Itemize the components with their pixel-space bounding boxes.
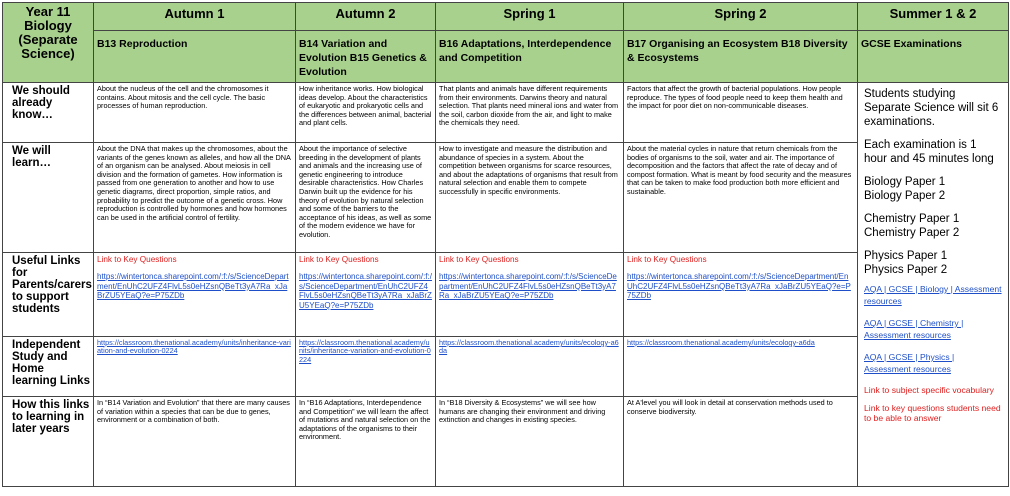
sharepoint-link[interactable]: https://wintertonca.sharepoint.com/:f:/s/ScienceDepartment/EnUhC2UFZ4FlvL5s0eHZsnQBeTt3yA7Ra_xJaBrZU5YEaQ?e=P75ZDb (299, 272, 432, 310)
know-spring-1: That plants and animals have different requirements from their environments. Darwins theory and natural selection. That plants need mineral ions and water from the soil, carbon dioxide from the air, and light to make the chemicals they need. (436, 83, 624, 143)
oak-academy-link[interactable]: https://classroom.thenational.academy/units/ecology-a6da (439, 338, 619, 356)
know-autumn-2: How inheritance works. How biological ideas develop. About the characteristics of eukaryotic and prokaryotic cells and the differences between animal, bacterial and plant cells. (296, 83, 436, 143)
later-spring-2: At A'level you will look in detail at conservation methods used to conserve biodiversity. (624, 397, 858, 487)
label-later-years: How this links to learning in later years (3, 397, 94, 487)
links-autumn-2 (296, 253, 436, 337)
vocabulary-link[interactable]: Link to subject specific vocabulary (864, 385, 994, 395)
learn-autumn-1: About the DNA that makes up the chromosomes, about the variants of the genes known as alleles, and how all the DNA of an organism can be analysed. About meiosis in cell division and the formation of gametes. How information is passed from one generation to another and how to use genetic diagrams, direct proportion, simple ratios, and probability to predict the outcome of a genetic cross. How reproduction is controlled by hormones and how hormones can be used in the artificial control of fertility. (94, 143, 296, 253)
term-header-row (3, 3, 1009, 31)
aqa-biology-link[interactable]: AQA | GCSE | Biology | Assessment resources (864, 284, 1002, 306)
term-spring-1: Spring 1 (436, 3, 624, 31)
label-useful-links: Useful Links for Parents/carers to support students (3, 253, 94, 337)
term-summer: Summer 1 & 2 (858, 3, 1009, 31)
summer-duration: Each examination is 1 hour and 45 minutes long (864, 139, 994, 165)
label-already-know: We should already know… (3, 83, 94, 143)
learn-spring-1: How to investigate and measure the distribution and abundance of species in a system. About the competition between organisms for scarce resources, and about the adaptations of organisms that result from natural selection and enable them to compete successfully in specific environments. (436, 143, 624, 253)
oak-academy-link[interactable]: https://classroom.thenational.academy/units/ecology-a6da (627, 338, 815, 347)
study-autumn-2 (296, 337, 436, 397)
oak-academy-link[interactable]: https://classroom.thenational.academy/units/inheritance-variation-and-evolution-0224 (299, 338, 431, 364)
later-autumn-1: In “B14 Variation and Evolution” that there are many causes of variation within a species that can be due to genes, environment or a combination of both. (94, 397, 296, 487)
key-questions-link[interactable]: Link to Key Questions (97, 255, 177, 264)
later-spring-1: In “B18 Diversity & Ecosystems” we will see how humans are changing their environment and driving extinction and changes in existing species. (436, 397, 624, 487)
study-spring-1 (436, 337, 624, 397)
topic-autumn-2: B14 Variation and Evolution B15 Genetics & Evolution (296, 31, 436, 83)
know-autumn-1: About the nucleus of the cell and the chromosomes it contains. About mitosis and the cell cycle. The basic processes of human reproduction. (94, 83, 296, 143)
row-already-know (3, 83, 1009, 143)
topic-spring-1: B16 Adaptations, Interdependence and Competition (436, 31, 624, 83)
physics-paper-1: Physics Paper 1 (864, 250, 948, 262)
key-questions-students-link[interactable]: Link to key questions students need to be able to answer (864, 403, 1001, 423)
links-spring-2 (624, 253, 858, 337)
study-spring-2 (624, 337, 858, 397)
learn-spring-2: About the material cycles in nature that return chemicals from the bodies of organisms to the soil, water and air. The importance of decomposition and the factors that affect the rate of decay and of compost formation. What is meant by food security and the measures that can be taken to make food production both more efficient and sustainable. (624, 143, 858, 253)
chemistry-paper-2: Chemistry Paper 2 (864, 227, 960, 239)
label-independent-study: Independent Study and Home learning Links (3, 337, 94, 397)
biology-paper-1: Biology Paper 1 (864, 176, 946, 188)
label-will-learn: We will learn… (3, 143, 94, 253)
biology-paper-2: Biology Paper 2 (864, 190, 946, 202)
physics-paper-2: Physics Paper 2 (864, 264, 948, 276)
links-spring-1 (436, 253, 624, 337)
topic-header-row (3, 31, 1009, 83)
summer-exams-cell (858, 83, 1009, 487)
biology-papers (864, 175, 1002, 203)
curriculum-table (2, 2, 1009, 487)
sharepoint-link[interactable]: https://wintertonca.sharepoint.com/:f:/s/ScienceDepartment/EnUhC2UFZ4FlvL5s0eHZsnQBeTt3yA7Ra_xJaBrZU5YEaQ?e=P75ZDb (439, 272, 617, 301)
chemistry-papers (864, 212, 1002, 240)
aqa-physics-link[interactable]: AQA | GCSE | Physics | Assessment resources (864, 352, 955, 374)
key-questions-link[interactable]: Link to Key Questions (439, 255, 519, 264)
topic-autumn-1: B13 Reproduction (94, 31, 296, 83)
links-autumn-1 (94, 253, 296, 337)
study-autumn-1 (94, 337, 296, 397)
later-autumn-2: In “B16 Adaptations, Interdependence and Competition” we will learn the affect of mutations and natural selection on the adaptations of the organisms to their environment. (296, 397, 436, 487)
term-autumn-1: Autumn 1 (94, 3, 296, 31)
know-spring-2: Factors that affect the growth of bacterial populations. How people reproduce. The types of food people need to keep them health and the impact for poor diet on non-communicable diseases. (624, 83, 858, 143)
sharepoint-link[interactable]: https://wintertonca.sharepoint.com/:f:/s/ScienceDepartment/EnUhC2UFZ4FlvL5s0eHZsnQBeTt3yA7Ra_xJaBrZU5YEaQ?e=P75ZDb (97, 272, 289, 301)
topic-spring-2: B17 Organising an Ecosystem B18 Diversity & Ecosystems (624, 31, 858, 83)
learn-autumn-2: About the importance of selective breeding in the development of plants and animals and the increasing use of genetic engineering to introduce desirable characteristics. How Charles Darwin built up the evidence for his theory of evolution by natural selection and some of the barriers to the acceptance of his ideas, as well as some of the modern evidence we have for evolution. (296, 143, 436, 253)
key-questions-link[interactable]: Link to Key Questions (627, 255, 707, 264)
chemistry-paper-1: Chemistry Paper 1 (864, 213, 960, 225)
summer-intro: Students studying Separate Science will sit 6 examinations. (864, 88, 999, 128)
sharepoint-link[interactable]: https://wintertonca.sharepoint.com/:f:/s/ScienceDepartment/EnUhC2UFZ4FlvL5s0eHZsnQBeTt3yA7Ra_xJaBrZU5YEaQ?e=P75ZDb (627, 272, 851, 301)
key-questions-link[interactable]: Link to Key Questions (299, 255, 379, 264)
term-spring-2: Spring 2 (624, 3, 858, 31)
year-title: Year 11 Biology (Separate Science) (3, 3, 94, 83)
physics-papers (864, 249, 1002, 277)
term-autumn-2: Autumn 2 (296, 3, 436, 31)
aqa-chemistry-link[interactable]: AQA | GCSE | Chemistry | Assessment resources (864, 318, 964, 340)
topic-summer: GCSE Examinations (858, 31, 1009, 83)
oak-academy-link[interactable]: https://classroom.thenational.academy/units/inheritance-variation-and-evolution-0224 (97, 338, 291, 356)
